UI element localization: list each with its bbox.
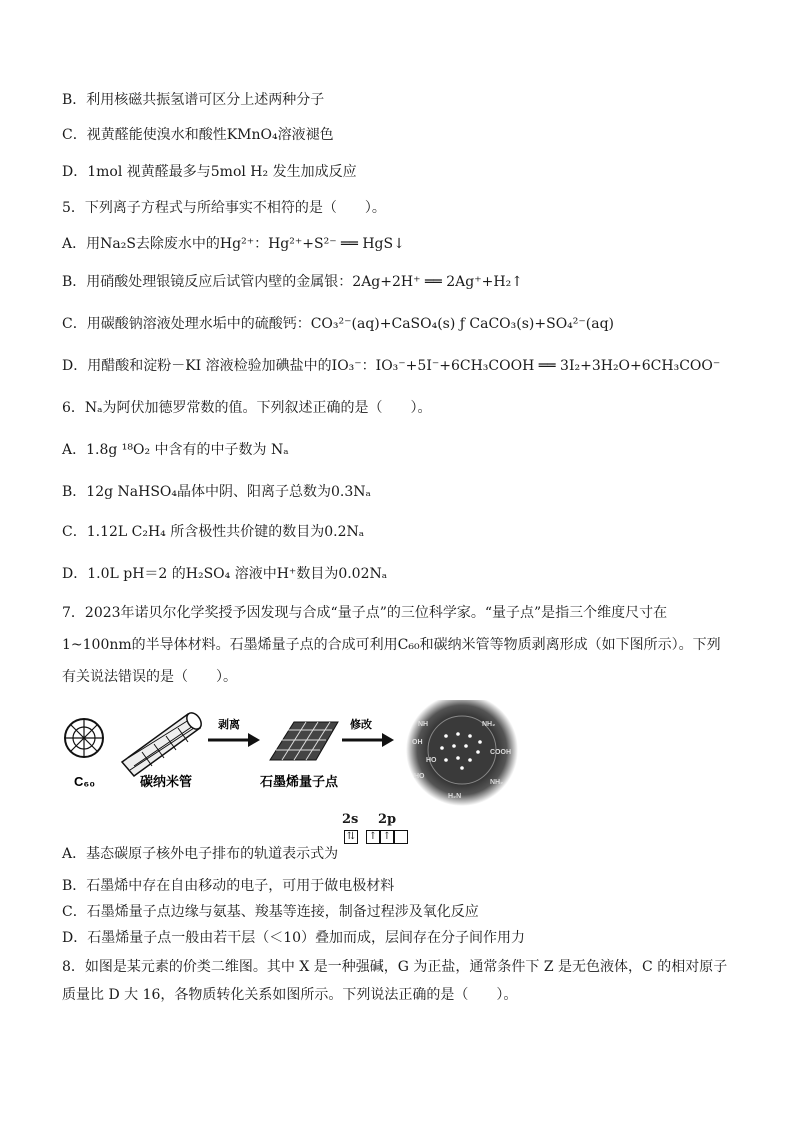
option-c-q7: C．石墨烯量子点边缘与氨基、羧基等连接，制备过程涉及氧化反应 [62,904,479,920]
orbital-box-2p-3 [394,830,408,844]
orbital-box-2p-1: ↑ [366,830,380,844]
option-d-q7: D．石墨烯量子点一般由若干层（＜10）叠加而成，层间存在分子间作用力 [62,930,526,946]
option-d-q4: D．1mol 视黄醛最多与5mol H₂ 发生加成反应 [62,164,357,180]
arrow-right-icon [342,733,394,747]
option-b-q6: B．12g NaHSO₄晶体中阴、阳离子总数为0.3Nₐ [62,484,371,500]
question-6: 6．Nₐ为阿伏加德罗常数的值。下列叙述正确的是（ ）。 [62,400,432,416]
functionalized-quantum-dot-icon [406,700,518,806]
option-d-q6: D．1.0L pH＝2 的H₂SO₄ 溶液中H⁺数目为0.02Nₐ [62,566,388,582]
strip-label: 剥离 [218,719,240,731]
option-b-q7: B．石墨烯中存在自由移动的电子，可用于做电极材料 [62,878,395,894]
orbital-2p-label: 2p [378,812,397,827]
graphene-quantum-dot-figure [62,700,542,808]
option-a-q6: A．1.8g ¹⁸O₂ 中含有的中子数为 Nₐ [62,442,289,458]
option-a-q7: A．基态碳原子核外电子排布的轨道表示式为 [62,846,339,862]
arrow-right-icon [208,733,260,747]
edge-group: COOH [490,749,511,756]
edge-group: HO [414,773,425,780]
edge-group: NH₂ [490,779,504,786]
nanotube-label: 碳纳米管 [140,774,193,789]
question-7: 7．2023年诺贝尔化学奖授予因发现与合成“量子点”的三位科学家。“量子点”是指三个维度尺寸在1~100nm的半导体材料。石墨烯量子点的合成可利用C₆₀和碳纳米管等物质剥离形成（如下图所示）。下列有关说法错误的是（ ）。 [62,605,721,685]
option-a-q5: A．用Na₂S去除废水中的Hg²⁺：Hg²⁺+S²⁻ ══ HgS↓ [62,236,405,252]
gqd-label: 石墨烯量子点 [260,774,339,789]
nanotube-icon [122,710,204,776]
edge-group: OH [412,739,423,746]
question-5: 5．下列离子方程式与所给事实不相符的是（ ）。 [62,200,386,216]
c60-label: C₆₀ [74,774,96,789]
option-b-q5: B．用硝酸处理银镜反应后试管内壁的金属银：2Ag+2H⁺ ══ 2Ag⁺+H₂↑ [62,274,523,290]
option-c-q6: C．1.12L C₂H₄ 所含极性共价键的数目为0.2Nₐ [62,524,365,540]
option-c-q5: C．用碳酸钠溶液处理水垢中的硫酸钙：CO₃²⁻(aq)+CaSO₄(s) ƒ CaCO₃(s)+SO₄²⁻(aq) [62,316,615,332]
c60-sphere-icon [65,719,103,757]
orbital-box-2s: ⇅ [344,830,358,844]
edge-group: NH₂ [482,721,496,728]
edge-group: HO [426,757,437,764]
option-d-q5: D．用醋酸和淀粉－KI 溶液检验加碘盐中的IO₃⁻：IO₃⁻+5I⁻+6CH₃COOH ══ 3I₂+3H₂O+6CH₃COO⁻ [62,358,721,374]
edge-group: NH [418,721,429,728]
option-c-q4: C．视黄醛能使溴水和酸性KMnO₄溶液褪色 [62,127,334,143]
question-8: 8．如图是某元素的价类二维图。其中 X 是一种强碱，G 为正盐，通常条件下 Z 是无色液体，C 的相对原子质量比 D 大 16，各物质转化关系如图所示。下列说法正确的是（ ）。 [62,959,728,1003]
option-b-q4: B．利用核磁共振氢谱可区分上述两种分子 [62,92,325,108]
modify-label: 修改 [350,719,372,731]
orbital-box-2p-2: ↑ [380,830,394,844]
edge-group: H₂N [448,793,462,800]
orbital-2s-label: 2s [342,812,359,827]
graphene-sheet-icon [270,722,338,760]
